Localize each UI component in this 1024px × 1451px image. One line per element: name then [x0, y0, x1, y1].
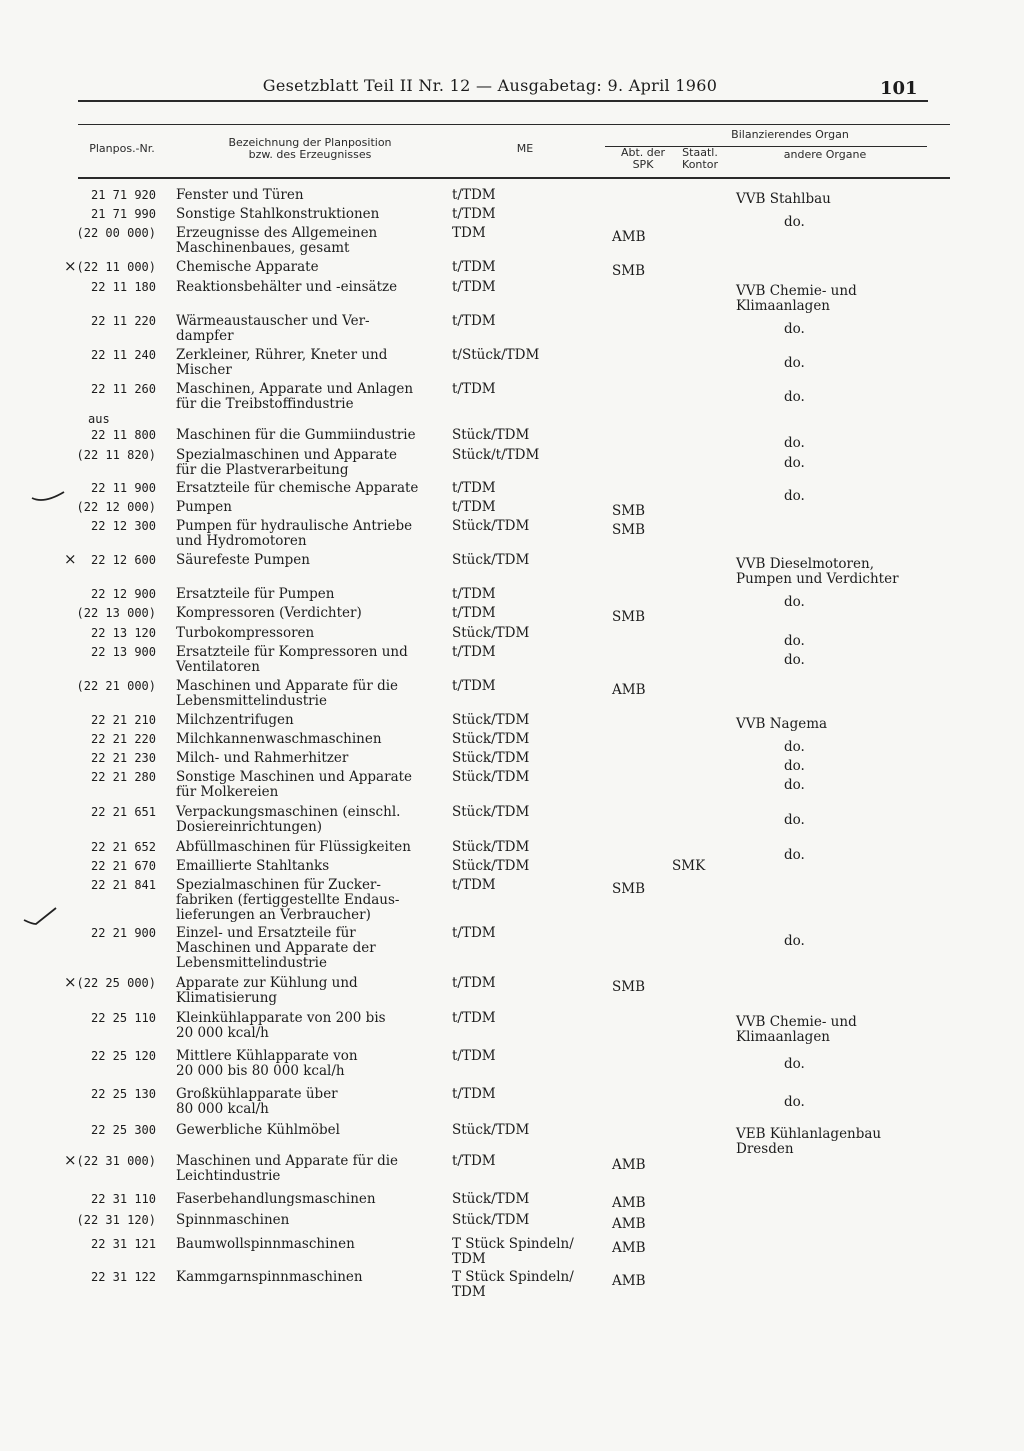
- organ-andere: do.: [784, 214, 805, 230]
- table-row: [0, 279, 1024, 314]
- bezeichnung: Kompressoren (Verdichter): [176, 605, 362, 621]
- organ-andere: do.: [784, 488, 805, 504]
- page-number: 101: [880, 78, 918, 99]
- organ-spk: AMB: [612, 1195, 646, 1211]
- mengeneinheit: Stück/TDM: [452, 427, 530, 443]
- bezeichnung: Maschinen für die Gummiindustrie: [176, 427, 416, 443]
- planpos-nr: 22 11 220: [90, 314, 156, 328]
- planpos-nr: 22 21 220: [90, 732, 156, 746]
- table-row: [0, 550, 1024, 587]
- planpos-nr: 22 25 130: [90, 1087, 156, 1101]
- page-title: Gesetzblatt Teil II Nr. 12 — Ausgabetag: 9. April 1960: [262, 76, 718, 95]
- table-row: [0, 480, 1024, 504]
- bezeichnung: Spezialmaschinen und Apparate für die Plastverarbeitung: [176, 447, 398, 478]
- planpos-nr: 22 21 230: [90, 751, 156, 765]
- column-header-spk: Abt. der SPK: [620, 146, 666, 171]
- cross-mark: ×: [64, 973, 77, 991]
- bezeichnung: Turbokompressoren: [176, 625, 315, 641]
- organ-andere: do.: [784, 594, 805, 610]
- mengeneinheit: t/TDM: [452, 480, 496, 496]
- mengeneinheit: t/TDM: [452, 605, 496, 621]
- planpos-nr: 22 11 800: [90, 428, 156, 442]
- mengeneinheit: Stück/TDM: [452, 552, 530, 568]
- organ-andere: do.: [784, 758, 805, 774]
- mengeneinheit: t/TDM: [452, 187, 496, 203]
- bezeichnung: Kammgarnspinnmaschinen: [176, 1269, 363, 1285]
- organ-andere: VEB Kühlanlagenbau Dresden: [736, 1126, 882, 1157]
- organ-andere: do.: [784, 847, 805, 863]
- planpos-nr: 22 11 900: [90, 481, 156, 495]
- row-prefix: aus: [88, 412, 110, 426]
- mengeneinheit: t/TDM: [452, 1010, 496, 1026]
- table-row: [0, 381, 1024, 412]
- organ-andere: do.: [784, 1056, 805, 1072]
- planpos-nr: 22 11 260: [90, 382, 156, 396]
- table-row: [0, 447, 1024, 478]
- planpos-nr: 21 71 920: [90, 188, 156, 202]
- planpos-nr: 22 13 120: [90, 626, 156, 640]
- bezeichnung: Mittlere Kühlapparate von 20 000 bis 80 000 kcal/h: [176, 1048, 358, 1079]
- organ-spk: AMB: [612, 1157, 646, 1173]
- bezeichnung: Milch- und Rahmerhitzer: [176, 750, 349, 766]
- organ-spk: AMB: [612, 1216, 646, 1232]
- mengeneinheit: Stück/TDM: [452, 625, 530, 641]
- check-mark: [22, 906, 58, 930]
- table-row: [0, 925, 1024, 971]
- organ-andere: do.: [784, 1094, 805, 1110]
- organ-spk: SMB: [612, 522, 645, 538]
- planpos-nr: 22 12 300: [90, 519, 156, 533]
- cross-mark: ×: [64, 257, 77, 275]
- bezeichnung: Spezialmaschinen für Zucker- fabriken (fertiggestellte Endaus- lieferungen an Verbraucher): [176, 877, 400, 923]
- table-row: [0, 313, 1024, 344]
- planpos-nr: 22 25 300: [90, 1123, 156, 1137]
- bezeichnung: Reaktionsbehälter und -einsätze: [176, 279, 398, 295]
- mengeneinheit: t/TDM: [452, 381, 496, 397]
- planpos-nr: 22 11 240: [90, 348, 156, 362]
- bezeichnung: Maschinen, Apparate und Anlagen für die Treibstoffindustrie: [176, 381, 414, 412]
- table-row: [0, 206, 1024, 230]
- mengeneinheit: t/TDM: [452, 206, 496, 222]
- planpos-nr: 22 21 651: [90, 805, 156, 819]
- mengeneinheit: Stück/TDM: [452, 1122, 530, 1138]
- mengeneinheit: t/TDM: [452, 499, 496, 515]
- mengeneinheit: t/TDM: [452, 678, 496, 694]
- planpos-nr: 22 31 110: [90, 1192, 156, 1206]
- column-header-me: ME: [516, 142, 534, 155]
- bezeichnung: Apparate zur Kühlung und Klimatisierung: [176, 975, 358, 1006]
- column-header-bezeichnung: Bezeichnung der Planposition bzw. des Erzeugnisses: [228, 136, 392, 161]
- table-row: [0, 625, 1024, 649]
- bezeichnung: Pumpen: [176, 499, 232, 515]
- table-row: [0, 804, 1024, 835]
- table-row: [0, 1269, 1024, 1300]
- organ-andere: do.: [784, 933, 805, 949]
- column-header-bilanz: Bilanzierendes Organ: [731, 128, 849, 141]
- organ-andere: do.: [784, 455, 805, 471]
- bezeichnung: Baumwollspinnmaschinen: [176, 1236, 355, 1252]
- column-header-planpos: Planpos.-Nr.: [89, 142, 155, 155]
- planpos-nr: 22 21 670: [90, 859, 156, 873]
- organ-spk: AMB: [612, 682, 646, 698]
- organ-andere: VVB Dieselmotoren, Pumpen und Verdichter: [736, 556, 899, 587]
- planpos-nr: (22 00 000): [76, 226, 156, 240]
- bezeichnung: Pumpen für hydraulische Antriebe und Hydromotoren: [176, 518, 413, 549]
- organ-andere: VVB Stahlbau: [736, 191, 831, 207]
- bezeichnung: Chemische Apparate: [176, 259, 319, 275]
- table-row: [0, 1122, 1024, 1157]
- planpos-nr: (22 11 820): [76, 448, 156, 462]
- table-row: [0, 678, 1024, 709]
- organ-andere: do.: [784, 355, 805, 371]
- bezeichnung: Spinnmaschinen: [176, 1212, 290, 1228]
- mengeneinheit: Stück/TDM: [452, 518, 530, 534]
- planpos-nr: (22 11 000): [76, 260, 156, 274]
- table-row: [0, 518, 1024, 549]
- mengeneinheit: Stück/TDM: [452, 731, 530, 747]
- planpos-nr: (22 31 120): [76, 1213, 156, 1227]
- mengeneinheit: Stück/TDM: [452, 858, 530, 874]
- bezeichnung: Faserbehandlungsmaschinen: [176, 1191, 376, 1207]
- table-row: [0, 1212, 1024, 1232]
- table-row: [0, 1010, 1024, 1045]
- planpos-nr: 21 71 990: [90, 207, 156, 221]
- organ-andere: do.: [784, 739, 805, 755]
- organ-andere: do.: [784, 389, 805, 405]
- bezeichnung: Gewerbliche Kühlmöbel: [176, 1122, 340, 1138]
- mengeneinheit: t/TDM: [452, 877, 496, 893]
- planpos-nr: 22 13 900: [90, 645, 156, 659]
- organ-andere: VVB Chemie- und Klimaanlagen: [736, 1014, 857, 1045]
- planpos-nr: 22 21 900: [90, 926, 156, 940]
- bezeichnung: Milchkannenwaschmaschinen: [176, 731, 382, 747]
- mengeneinheit: t/Stück/TDM: [452, 347, 540, 363]
- planpos-nr: 22 21 841: [90, 878, 156, 892]
- organ-spk: SMB: [612, 609, 645, 625]
- bezeichnung: Erzeugnisse des Allgemeinen Maschinenbaues, gesamt: [176, 225, 378, 256]
- mengeneinheit: T Stück Spindeln/ TDM: [452, 1236, 574, 1267]
- organ-andere: VVB Chemie- und Klimaanlagen: [736, 283, 857, 314]
- mengeneinheit: Stück/TDM: [452, 839, 530, 855]
- bezeichnung: Ersatzteile für Pumpen: [176, 586, 335, 602]
- table-row: [0, 605, 1024, 625]
- organ-andere: do.: [784, 633, 805, 649]
- column-header-kontor: Staatl. Kontor: [682, 146, 718, 171]
- planpos-nr: 22 25 120: [90, 1049, 156, 1063]
- bezeichnung: Milchzentrifugen: [176, 712, 294, 728]
- planpos-nr: 22 21 652: [90, 840, 156, 854]
- mengeneinheit: t/TDM: [452, 313, 496, 329]
- planpos-nr: 22 31 122: [90, 1270, 156, 1284]
- table-row: [0, 1048, 1024, 1079]
- mengeneinheit: Stück/TDM: [452, 769, 530, 785]
- mengeneinheit: t/TDM: [452, 925, 496, 941]
- planpos-nr: (22 13 000): [76, 606, 156, 620]
- bezeichnung: Emaillierte Stahltanks: [176, 858, 330, 874]
- table-row: [0, 1151, 1024, 1184]
- organ-spk: SMB: [612, 979, 645, 995]
- table-row: [0, 644, 1024, 675]
- organ-spk: SMB: [612, 881, 645, 897]
- bezeichnung: Maschinen und Apparate für die Lebensmittelindustrie: [176, 678, 399, 709]
- bezeichnung: Ersatzteile für Kompressoren und Ventilatoren: [176, 644, 408, 675]
- table-header-rule: [78, 177, 950, 179]
- table-row: [0, 225, 1024, 256]
- table-row: [0, 750, 1024, 774]
- planpos-nr: (22 12 000): [76, 500, 156, 514]
- table-row: [0, 839, 1024, 863]
- mengeneinheit: t/TDM: [452, 279, 496, 295]
- mengeneinheit: Stück/TDM: [452, 712, 530, 728]
- bezeichnung: Fenster und Türen: [176, 187, 304, 203]
- organ-andere: do.: [784, 321, 805, 337]
- organ-spk: AMB: [612, 229, 646, 245]
- bezeichnung: Kleinkühlapparate von 200 bis 20 000 kcal/h: [176, 1010, 386, 1041]
- table-row: [0, 1236, 1024, 1267]
- bezeichnung: Verpackungsmaschinen (einschl. Dosiereinrichtungen): [176, 804, 401, 835]
- table-row: [0, 877, 1024, 923]
- table-row: [0, 731, 1024, 755]
- table-row: [0, 769, 1024, 800]
- bezeichnung: Säurefeste Pumpen: [176, 552, 310, 568]
- bezeichnung: Abfüllmaschinen für Flüssigkeiten: [176, 839, 411, 855]
- organ-andere: VVB Nagema: [736, 716, 828, 732]
- cross-mark: ×: [64, 550, 77, 568]
- bezeichnung: Sonstige Maschinen und Apparate für Molkereien: [176, 769, 413, 800]
- column-header-andere: andere Organe: [783, 148, 867, 161]
- mengeneinheit: t/TDM: [452, 644, 496, 660]
- header-rule: [78, 100, 928, 102]
- mengeneinheit: t/TDM: [452, 1048, 496, 1064]
- mengeneinheit: Stück/TDM: [452, 750, 530, 766]
- organ-kontor: SMK: [672, 858, 706, 874]
- bezeichnung: Einzel- und Ersatzteile für Maschinen und Apparate der Lebensmittelindustrie: [176, 925, 376, 971]
- mengeneinheit: t/TDM: [452, 1086, 496, 1102]
- mengeneinheit: Stück/TDM: [452, 1191, 530, 1207]
- mengeneinheit: t/TDM: [452, 975, 496, 991]
- mengeneinheit: t/TDM: [452, 259, 496, 275]
- organ-spk: SMB: [612, 263, 645, 279]
- table-row: [0, 712, 1024, 732]
- bezeichnung: Ersatzteile für chemische Apparate: [176, 480, 419, 496]
- table-top-rule: [78, 124, 950, 125]
- organ-andere: do.: [784, 652, 805, 668]
- planpos-nr: 22 12 900: [90, 587, 156, 601]
- table-row: [0, 858, 1024, 874]
- planpos-nr: (22 31 000): [76, 1154, 156, 1168]
- organ-spk: SMB: [612, 503, 645, 519]
- mengeneinheit: t/TDM: [452, 586, 496, 602]
- organ-andere: do.: [784, 435, 805, 451]
- table-row: [0, 586, 1024, 610]
- organ-andere: do.: [784, 777, 805, 793]
- bezeichnung: Sonstige Stahlkonstruktionen: [176, 206, 380, 222]
- mengeneinheit: Stück/TDM: [452, 804, 530, 820]
- mengeneinheit: T Stück Spindeln/ TDM: [452, 1269, 574, 1300]
- mengeneinheit: t/TDM: [452, 1153, 496, 1169]
- planpos-nr: 22 11 180: [90, 280, 156, 294]
- planpos-nr: (22 25 000): [76, 976, 156, 990]
- mengeneinheit: TDM: [452, 225, 486, 241]
- organ-spk: AMB: [612, 1273, 646, 1289]
- table-row: [0, 499, 1024, 519]
- table-row: [0, 257, 1024, 279]
- bezeichnung: Zerkleiner, Rührer, Kneter und Mischer: [176, 347, 388, 378]
- planpos-nr: 22 31 121: [90, 1237, 156, 1251]
- bezeichnung: Maschinen und Apparate für die Leichtindustrie: [176, 1153, 399, 1184]
- check-mark: [30, 490, 66, 510]
- table-row: [0, 1191, 1024, 1211]
- planpos-nr: (22 21 000): [76, 679, 156, 693]
- cross-mark: ×: [64, 1151, 77, 1169]
- mengeneinheit: Stück/t/TDM: [452, 447, 540, 463]
- table-row: [0, 347, 1024, 378]
- organ-spk: AMB: [612, 1240, 646, 1256]
- table-row: [0, 973, 1024, 1006]
- table-row: [0, 187, 1024, 207]
- planpos-nr: 22 21 280: [90, 770, 156, 784]
- table-row: [0, 1086, 1024, 1117]
- table-row: [0, 412, 1024, 451]
- bezeichnung: Wärmeaustauscher und Ver- dampfer: [176, 313, 370, 344]
- organ-andere: do.: [784, 812, 805, 828]
- bezeichnung: Großkühlapparate über 80 000 kcal/h: [176, 1086, 338, 1117]
- planpos-nr: 22 25 110: [90, 1011, 156, 1025]
- mengeneinheit: Stück/TDM: [452, 1212, 530, 1228]
- planpos-nr: 22 12 600: [90, 553, 156, 567]
- planpos-nr: 22 21 210: [90, 713, 156, 727]
